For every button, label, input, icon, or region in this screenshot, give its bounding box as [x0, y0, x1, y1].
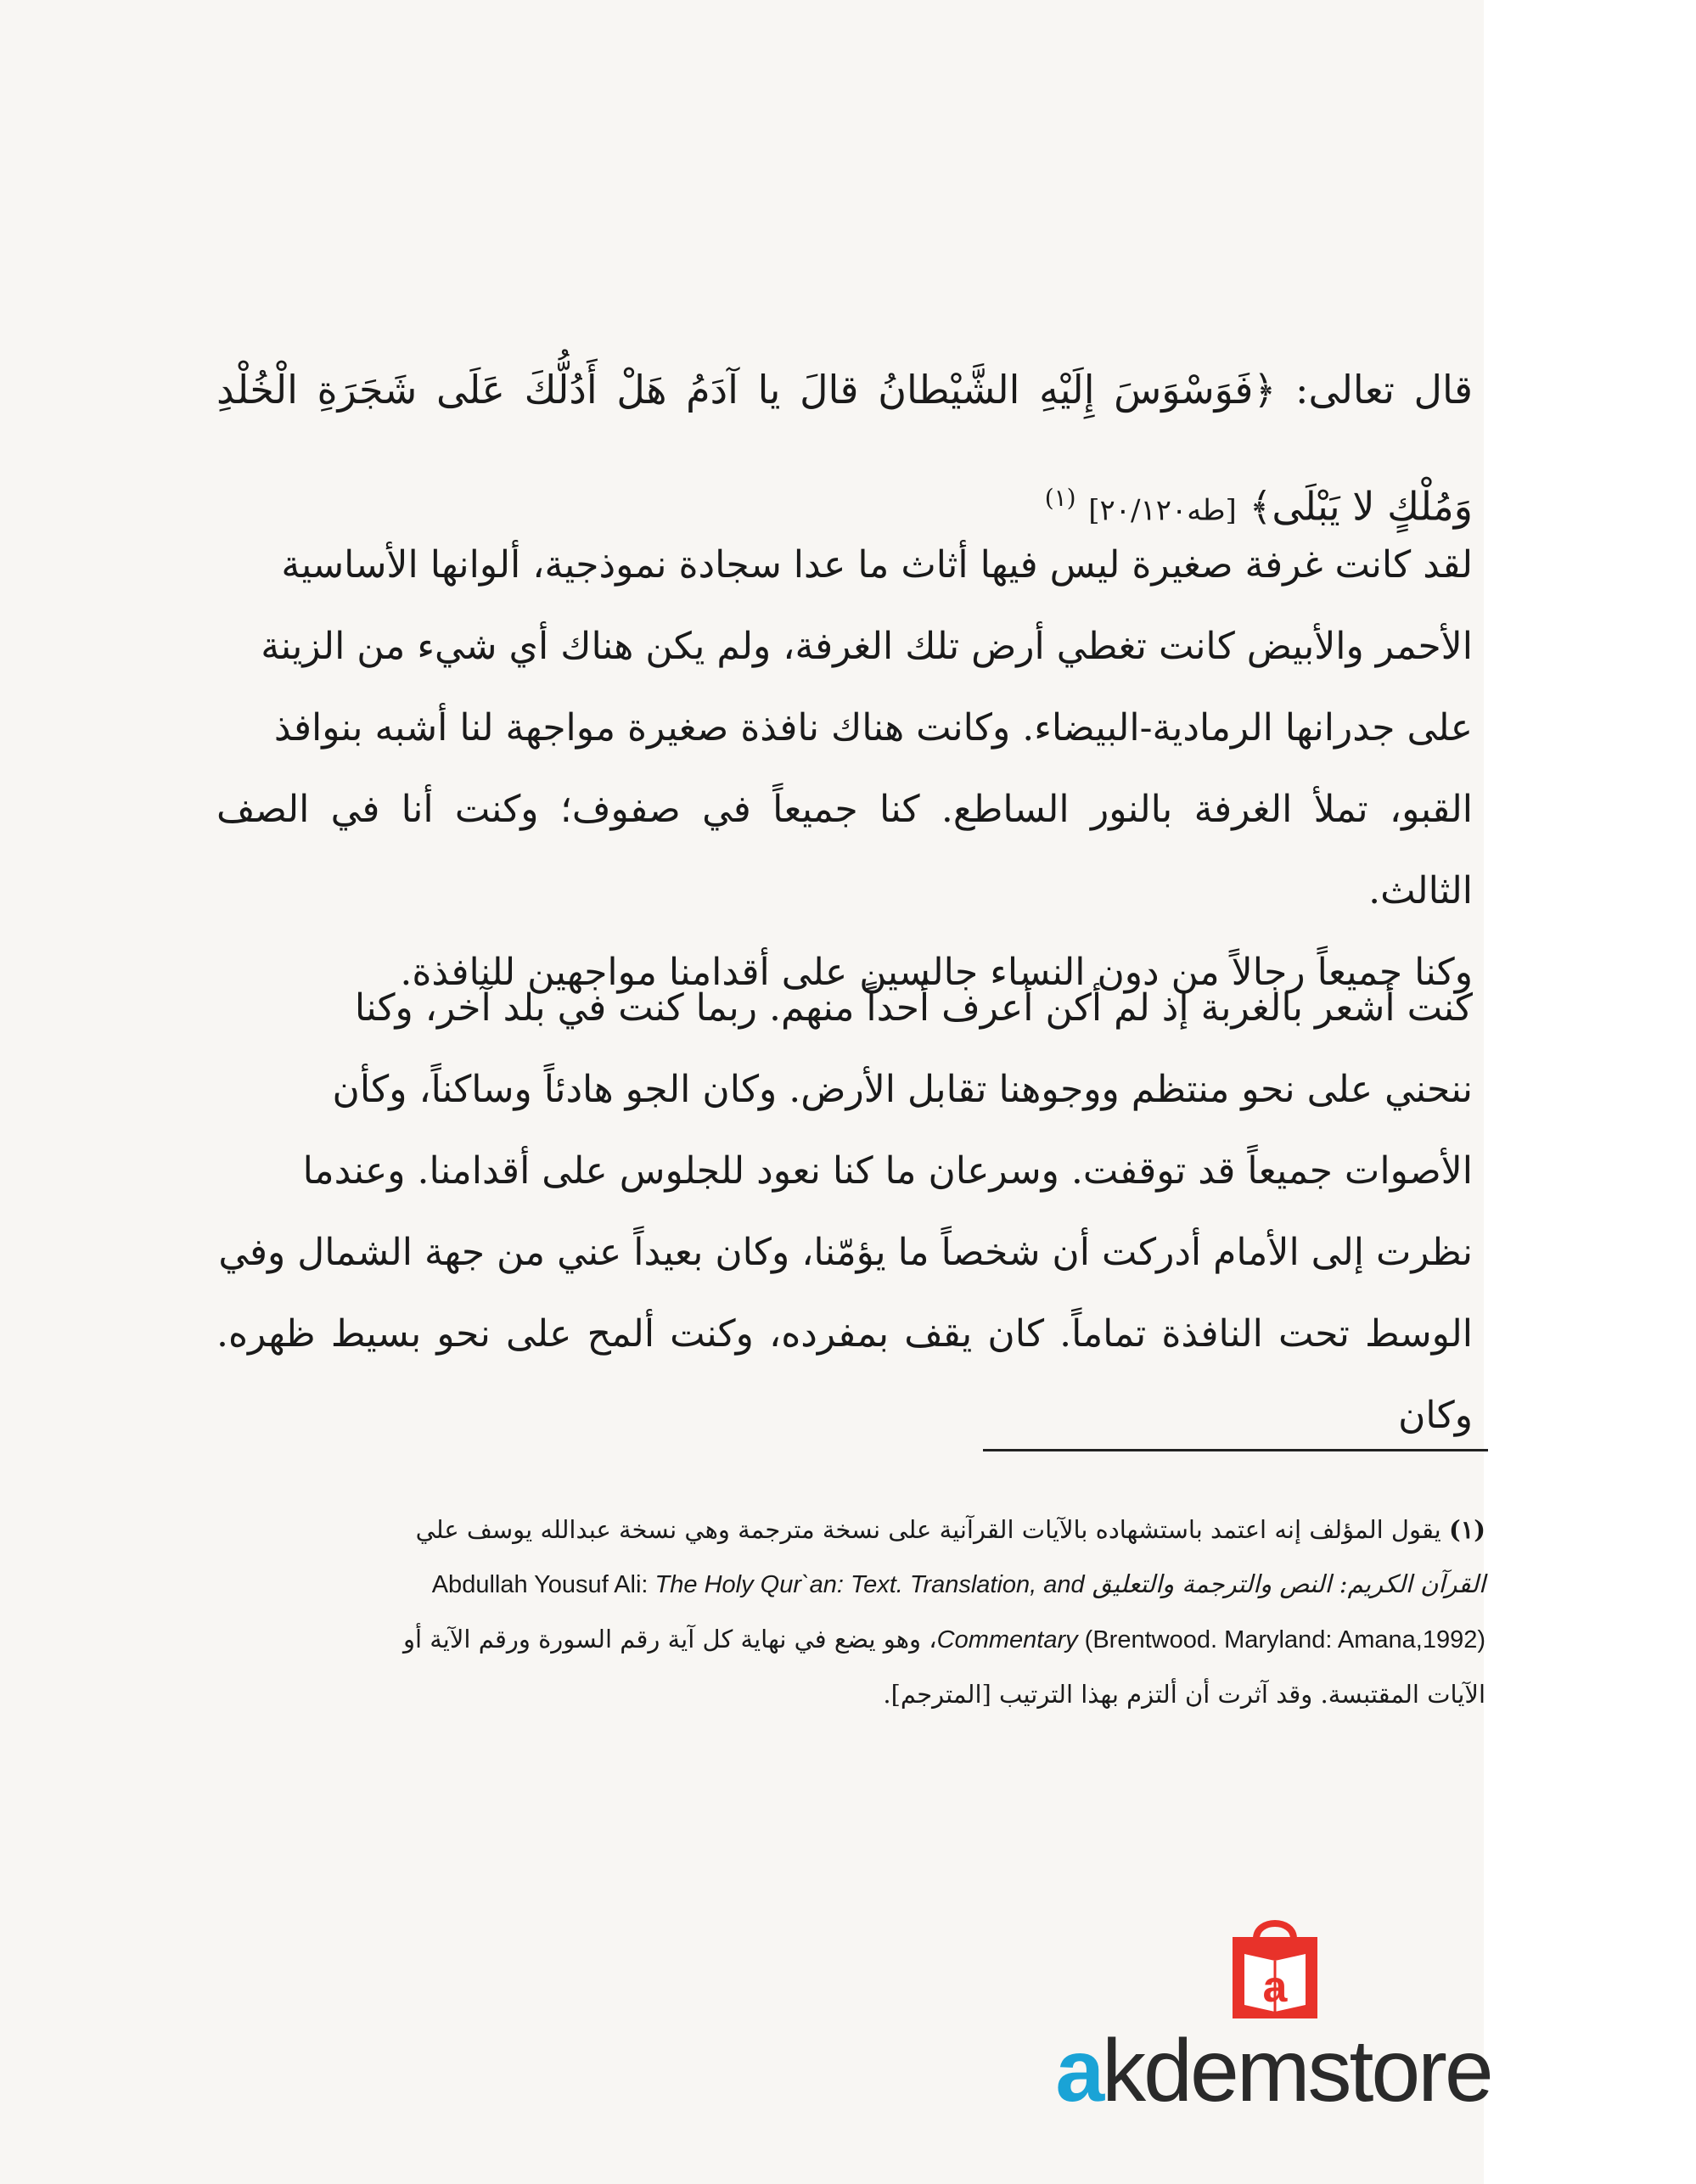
verse: ﴿فَوَسْوَسَ إِلَيْهِ الشَّيْطانُ قالَ يا آدَمُ هَلْ أَدُلُّكَ عَلَى شَجَرَةِ الْخُلْدِ وَمُلْكٍ لا يَبْلَى﴾: [216, 367, 1473, 530]
akdemstore-logo: [1053, 1910, 1494, 2131]
citation-commentary: Commentary: [936, 1626, 1078, 1653]
citation-author: Abdullah Yousuf Ali:: [431, 1571, 655, 1598]
text-line: الوسط تحت النافذة تماماً. كان يقف بمفرده، وكنت ألمح على نحو بسيط ظهره. وكان: [216, 1312, 1473, 1437]
citation-title: The Holy Qur`an: Text. Translation, and: [654, 1571, 1085, 1598]
footnote-divider: [983, 1449, 1488, 1451]
text-line: الأحمر والأبيض كانت تغطي أرض تلك الغرفة، ولم يكن هناك أي شيء من الزينة: [261, 625, 1473, 668]
text-line: الأصوات جميعاً قد توقفت. وسرعان ما كنا نعود للجلوس على أقدامنا. وعندما: [302, 1149, 1473, 1193]
footnote: [229, 1502, 1485, 1721]
english-citation: [432, 1571, 1085, 1598]
text-line: ننحني على نحو منتظم ووجوهنا تقابل الأرض. وكان الجو هادئاً وساكناً، وكأن: [332, 1068, 1473, 1111]
paragraph-2: [216, 968, 1473, 1457]
citation-publisher: [937, 1626, 1485, 1653]
logo-wordmark: [1053, 2016, 1494, 2126]
citation-pub-info: (Brentwood. Maryland: Amana,1992): [1077, 1626, 1485, 1653]
logo-accent-letter: a: [1055, 2022, 1103, 2120]
footnote-line-1: [229, 1502, 1485, 1557]
footnote-line-2: [229, 1557, 1485, 1612]
paragraph-1: [216, 525, 1473, 1013]
logo-word-rest: kdemstore: [1102, 2022, 1491, 2120]
text-line: وكنا جميعاً رجالاً من دون النساء جالسين على أقدامنا مواجهين للنافذة.: [400, 951, 1473, 994]
text-line: القبو، تملأ الغرفة بالنور الساطع. كنا جميعاً في صفوف؛ وكنت أنا في الصف الثالث.: [216, 788, 1473, 912]
shopping-bag-icon: [1224, 1910, 1326, 2020]
footnote-line-3: [229, 1612, 1485, 1667]
text-line: لقد كانت غرفة صغيرة ليس فيها أثاث ما عدا سجادة نموذجية، ألوانها الأساسية: [281, 543, 1473, 587]
text-line: نظرت إلى الأمام أدركت أن شخصاً ما يؤمّنا، وكان بعيداً عني من جهة الشمال وفي: [218, 1231, 1473, 1274]
quote-intro: قال تعالى:: [1276, 367, 1473, 413]
footnote-line-4: الآيات المقتبسة. وقد آثرت أن ألتزم بهذا الترتيب [المترجم].: [883, 1680, 1485, 1709]
verse-reference: [طه٢٠/١٢٠]: [1088, 493, 1237, 528]
footnote-text: يقول المؤلف إنه اعتمد باستشهاده بالآيات القرآنية على نسخة مترجمة وهي نسخة عبدالله يوسف علي: [415, 1515, 1449, 1544]
footnote-marker: (١): [1044, 484, 1076, 512]
bag-letter: a: [1262, 1962, 1288, 2012]
text-line: على جدرانها الرمادية-البيضاء. وكانت هناك نافذة صغيرة مواجهة لنا أشبه بنوافذ: [273, 706, 1473, 750]
text-line: كنت أشعر بالغربة إذ لم أكن أعرف أحداً منهم. ربما كنت في بلد آخر، وكنا: [354, 986, 1473, 1030]
footnote-text-cont: ، وهو يضع في نهاية كل آية رقم السورة ورقم الآية أو: [402, 1625, 937, 1653]
arabic-book-title: القرآن الكريم: النص والترجمة والتعليق: [1092, 1569, 1485, 1598]
footnote-number: (١): [1448, 1515, 1485, 1544]
